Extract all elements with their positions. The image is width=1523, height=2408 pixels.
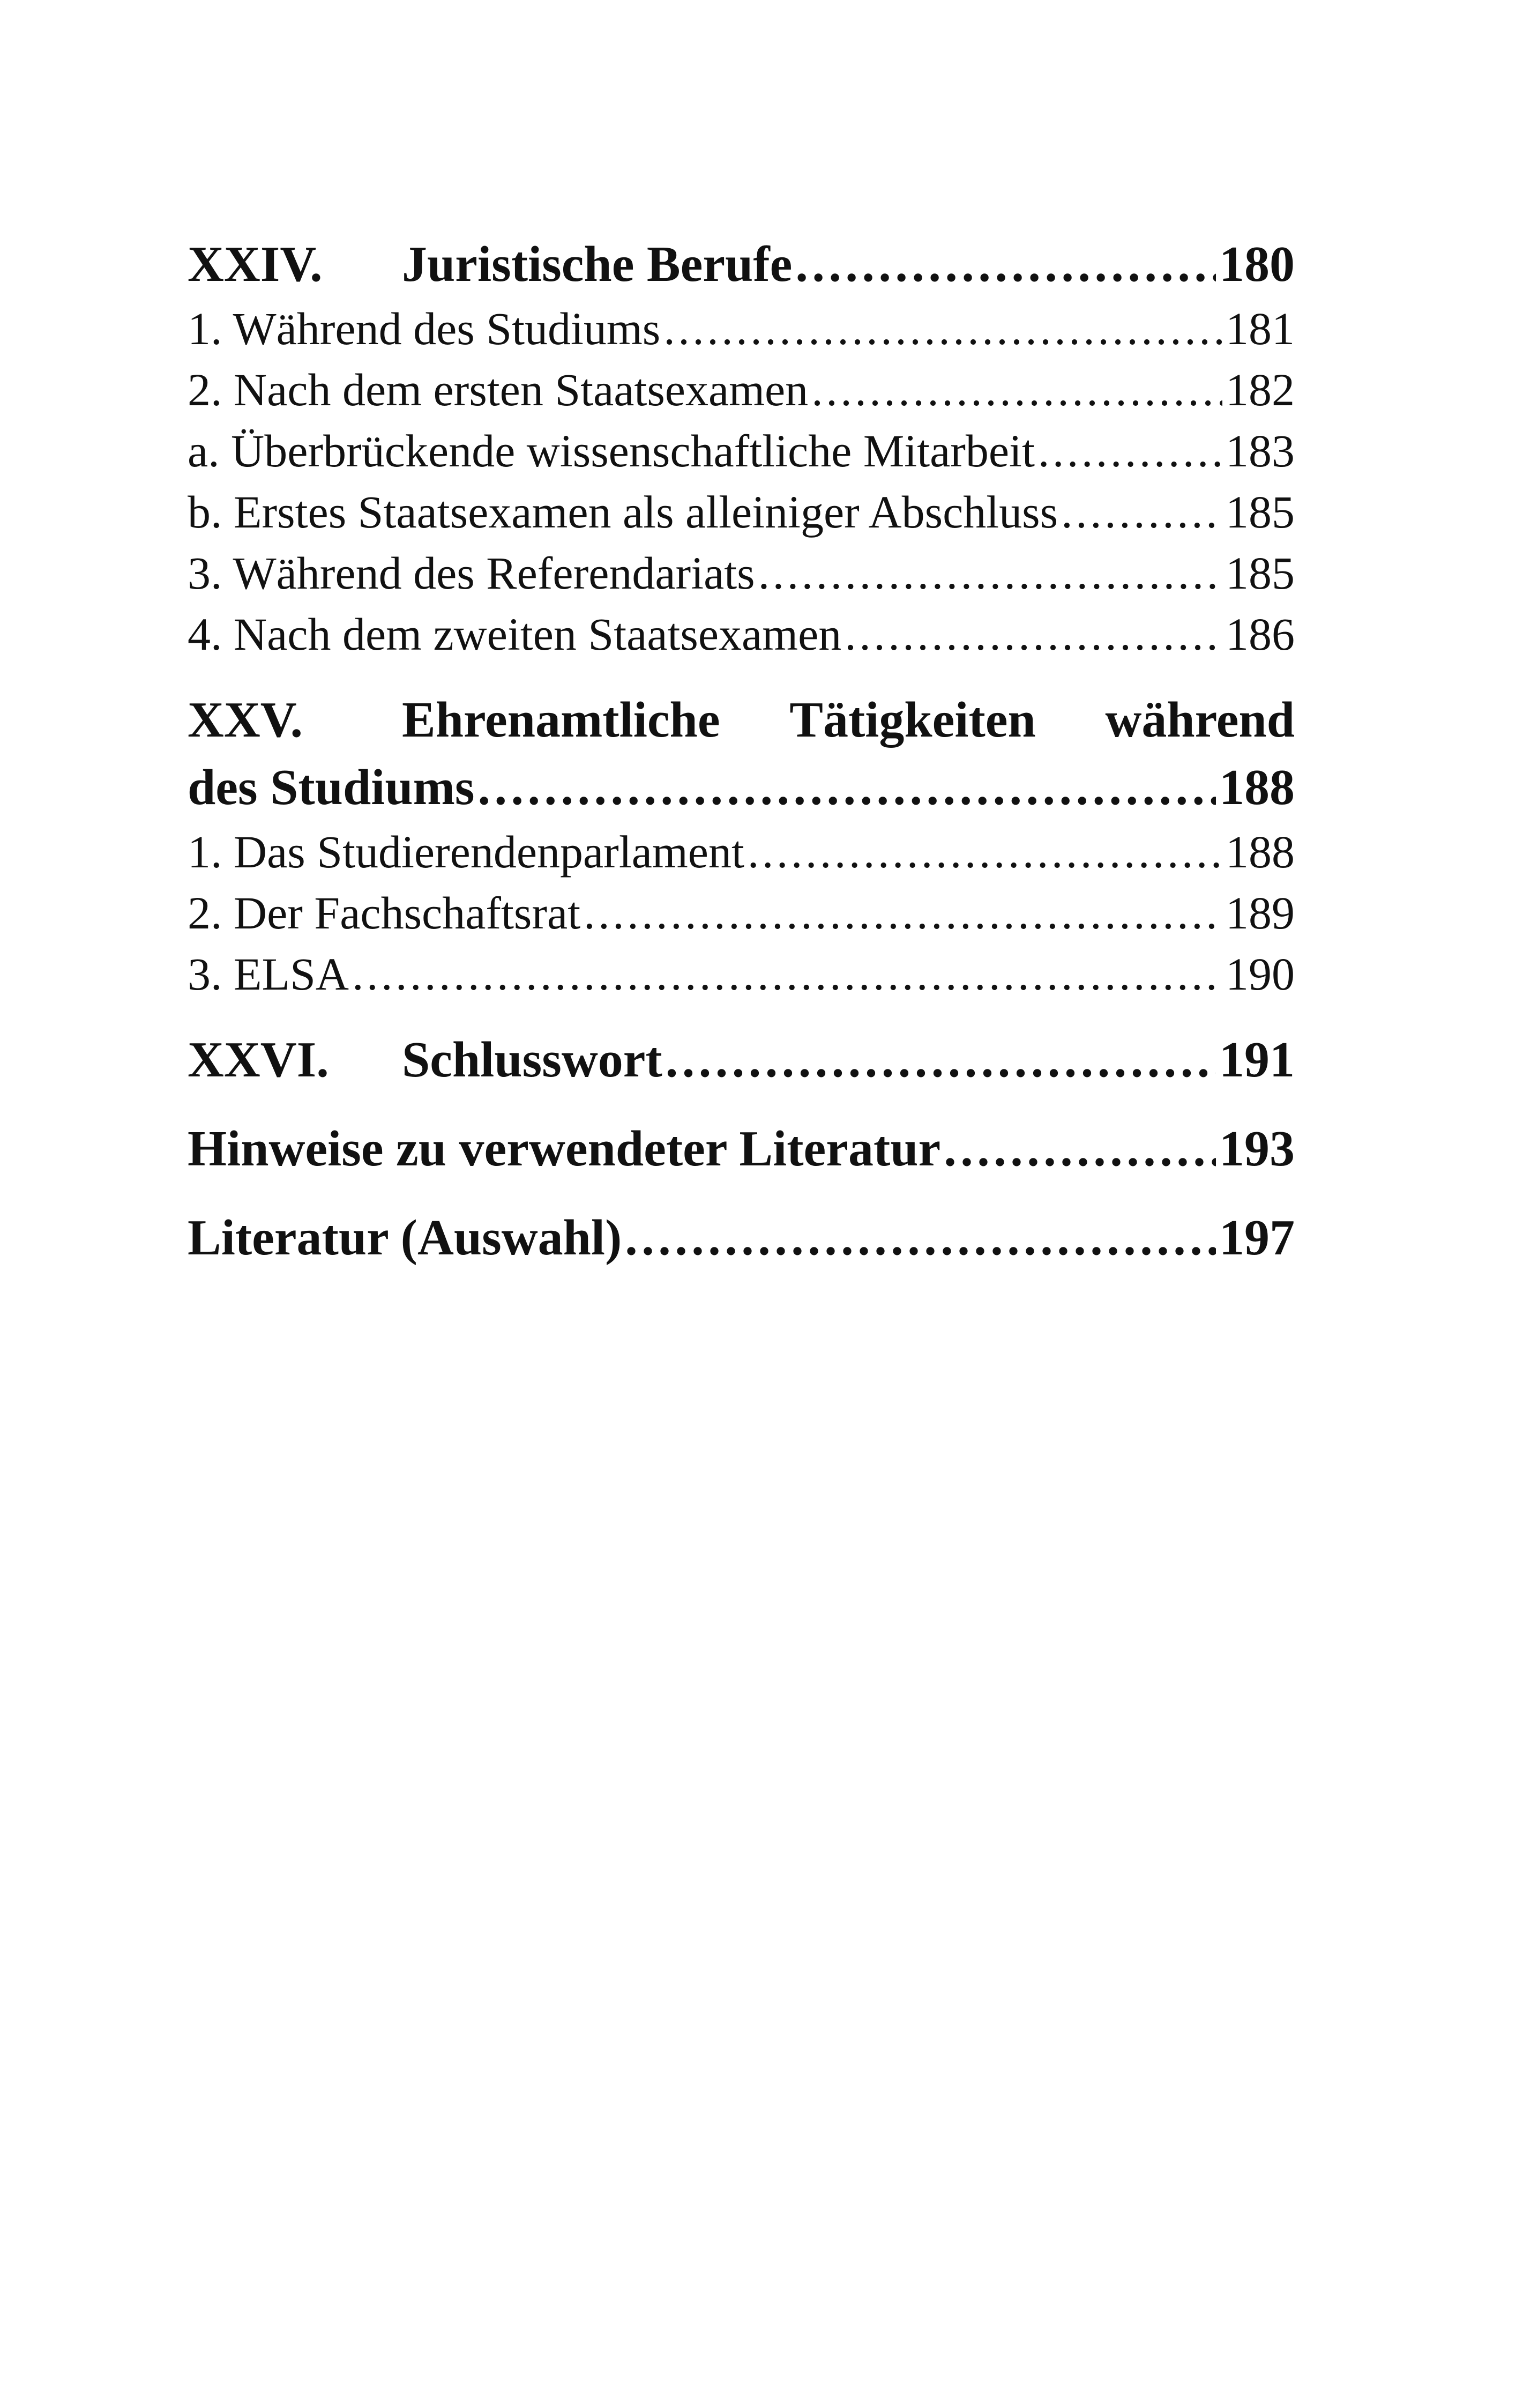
toc-item-label: 1. Während des Studiums (188, 303, 661, 354)
toc-section-title: Literatur (Auswahl) (188, 1210, 622, 1266)
toc-item-label: b. Erstes Staatsexamen als alleiniger Abschluss (188, 486, 1058, 538)
chapter-title-line-1 (188, 686, 1295, 754)
page-number: 185 (1226, 547, 1295, 599)
toc-item[interactable] (188, 542, 1295, 604)
dot-leader (625, 1204, 1216, 1272)
dot-leader (758, 542, 1222, 604)
chapter-title-word: Ehrenamtliche (402, 692, 720, 748)
chapter-number: XXV. (188, 692, 303, 748)
page-number: 186 (1226, 608, 1295, 660)
dot-leader (944, 1115, 1216, 1183)
toc-chapter-label (188, 231, 792, 298)
page-number: 193 (1219, 1121, 1295, 1177)
spacer (188, 665, 1295, 686)
table-of-contents (188, 231, 1295, 1272)
page-number: 188 (1226, 826, 1295, 878)
dot-leader (845, 604, 1222, 665)
page-number: 180 (1219, 236, 1295, 292)
chapter-title-continued: des Studiums (188, 760, 475, 815)
toc-literatur[interactable] (188, 1204, 1295, 1272)
dot-leader (1061, 481, 1222, 542)
dot-leader (478, 754, 1216, 821)
toc-chapter-xxv[interactable] (188, 686, 1295, 821)
toc-item[interactable] (188, 481, 1295, 542)
dot-leader (352, 943, 1222, 1005)
toc-item[interactable] (188, 359, 1295, 420)
page-number: 189 (1226, 887, 1295, 939)
toc-item-label: a. Überbrückende wissenschaftliche Mitarbeit (188, 425, 1035, 477)
page-number: 191 (1219, 1032, 1295, 1088)
toc-item-label: 2. Der Fachschaftsrat (188, 887, 581, 939)
chapter-title-line-2 (188, 754, 1295, 821)
toc-item-label: 2. Nach dem ersten Staatsexamen (188, 364, 809, 415)
dot-leader (663, 298, 1222, 359)
toc-item[interactable] (188, 821, 1295, 882)
toc-item[interactable] (188, 420, 1295, 481)
dot-leader (748, 821, 1222, 882)
toc-item-label: 3. Während des Referendariats (188, 547, 755, 599)
dot-leader (1038, 420, 1222, 481)
toc-item[interactable] (188, 943, 1295, 1005)
chapter-number: XXIV. (188, 236, 323, 292)
dot-leader (795, 231, 1216, 298)
page-number: 182 (1226, 364, 1295, 415)
spacer (188, 1005, 1295, 1026)
page-number: 197 (1219, 1210, 1295, 1266)
chapter-number-wrap (188, 686, 720, 754)
chapter-title: Juristische Berufe (402, 236, 793, 292)
page-number: 190 (1226, 948, 1295, 1000)
chapter-title-word: während (1105, 692, 1295, 748)
toc-item[interactable] (188, 298, 1295, 359)
toc-item-label: 1. Das Studierendenparlament (188, 826, 744, 878)
chapter-title: Schlusswort (402, 1032, 662, 1088)
dot-leader (811, 359, 1222, 420)
spacer (188, 1183, 1295, 1204)
toc-hinweise[interactable] (188, 1115, 1295, 1183)
page-number: 185 (1226, 486, 1295, 538)
toc-chapter-xxiv[interactable] (188, 231, 1295, 298)
toc-item-label: 3. ELSA (188, 948, 349, 1000)
page-number: 181 (1226, 303, 1295, 354)
page-number: 188 (1219, 760, 1295, 815)
toc-section-title: Hinweise zu verwendeter Literatur (188, 1121, 941, 1177)
toc-chapter-xxvi[interactable] (188, 1026, 1295, 1094)
chapter-number: XXVI. (188, 1032, 329, 1088)
toc-item[interactable] (188, 604, 1295, 665)
dot-leader (666, 1026, 1216, 1094)
spacer (188, 1094, 1295, 1115)
toc-chapter-label (188, 1026, 662, 1094)
chapter-title-word: Tätigkeiten (789, 692, 1036, 748)
toc-item-label: 4. Nach dem zweiten Staatsexamen (188, 608, 842, 660)
toc-item[interactable] (188, 882, 1295, 943)
dot-leader (584, 882, 1222, 943)
page-number: 183 (1226, 425, 1295, 477)
